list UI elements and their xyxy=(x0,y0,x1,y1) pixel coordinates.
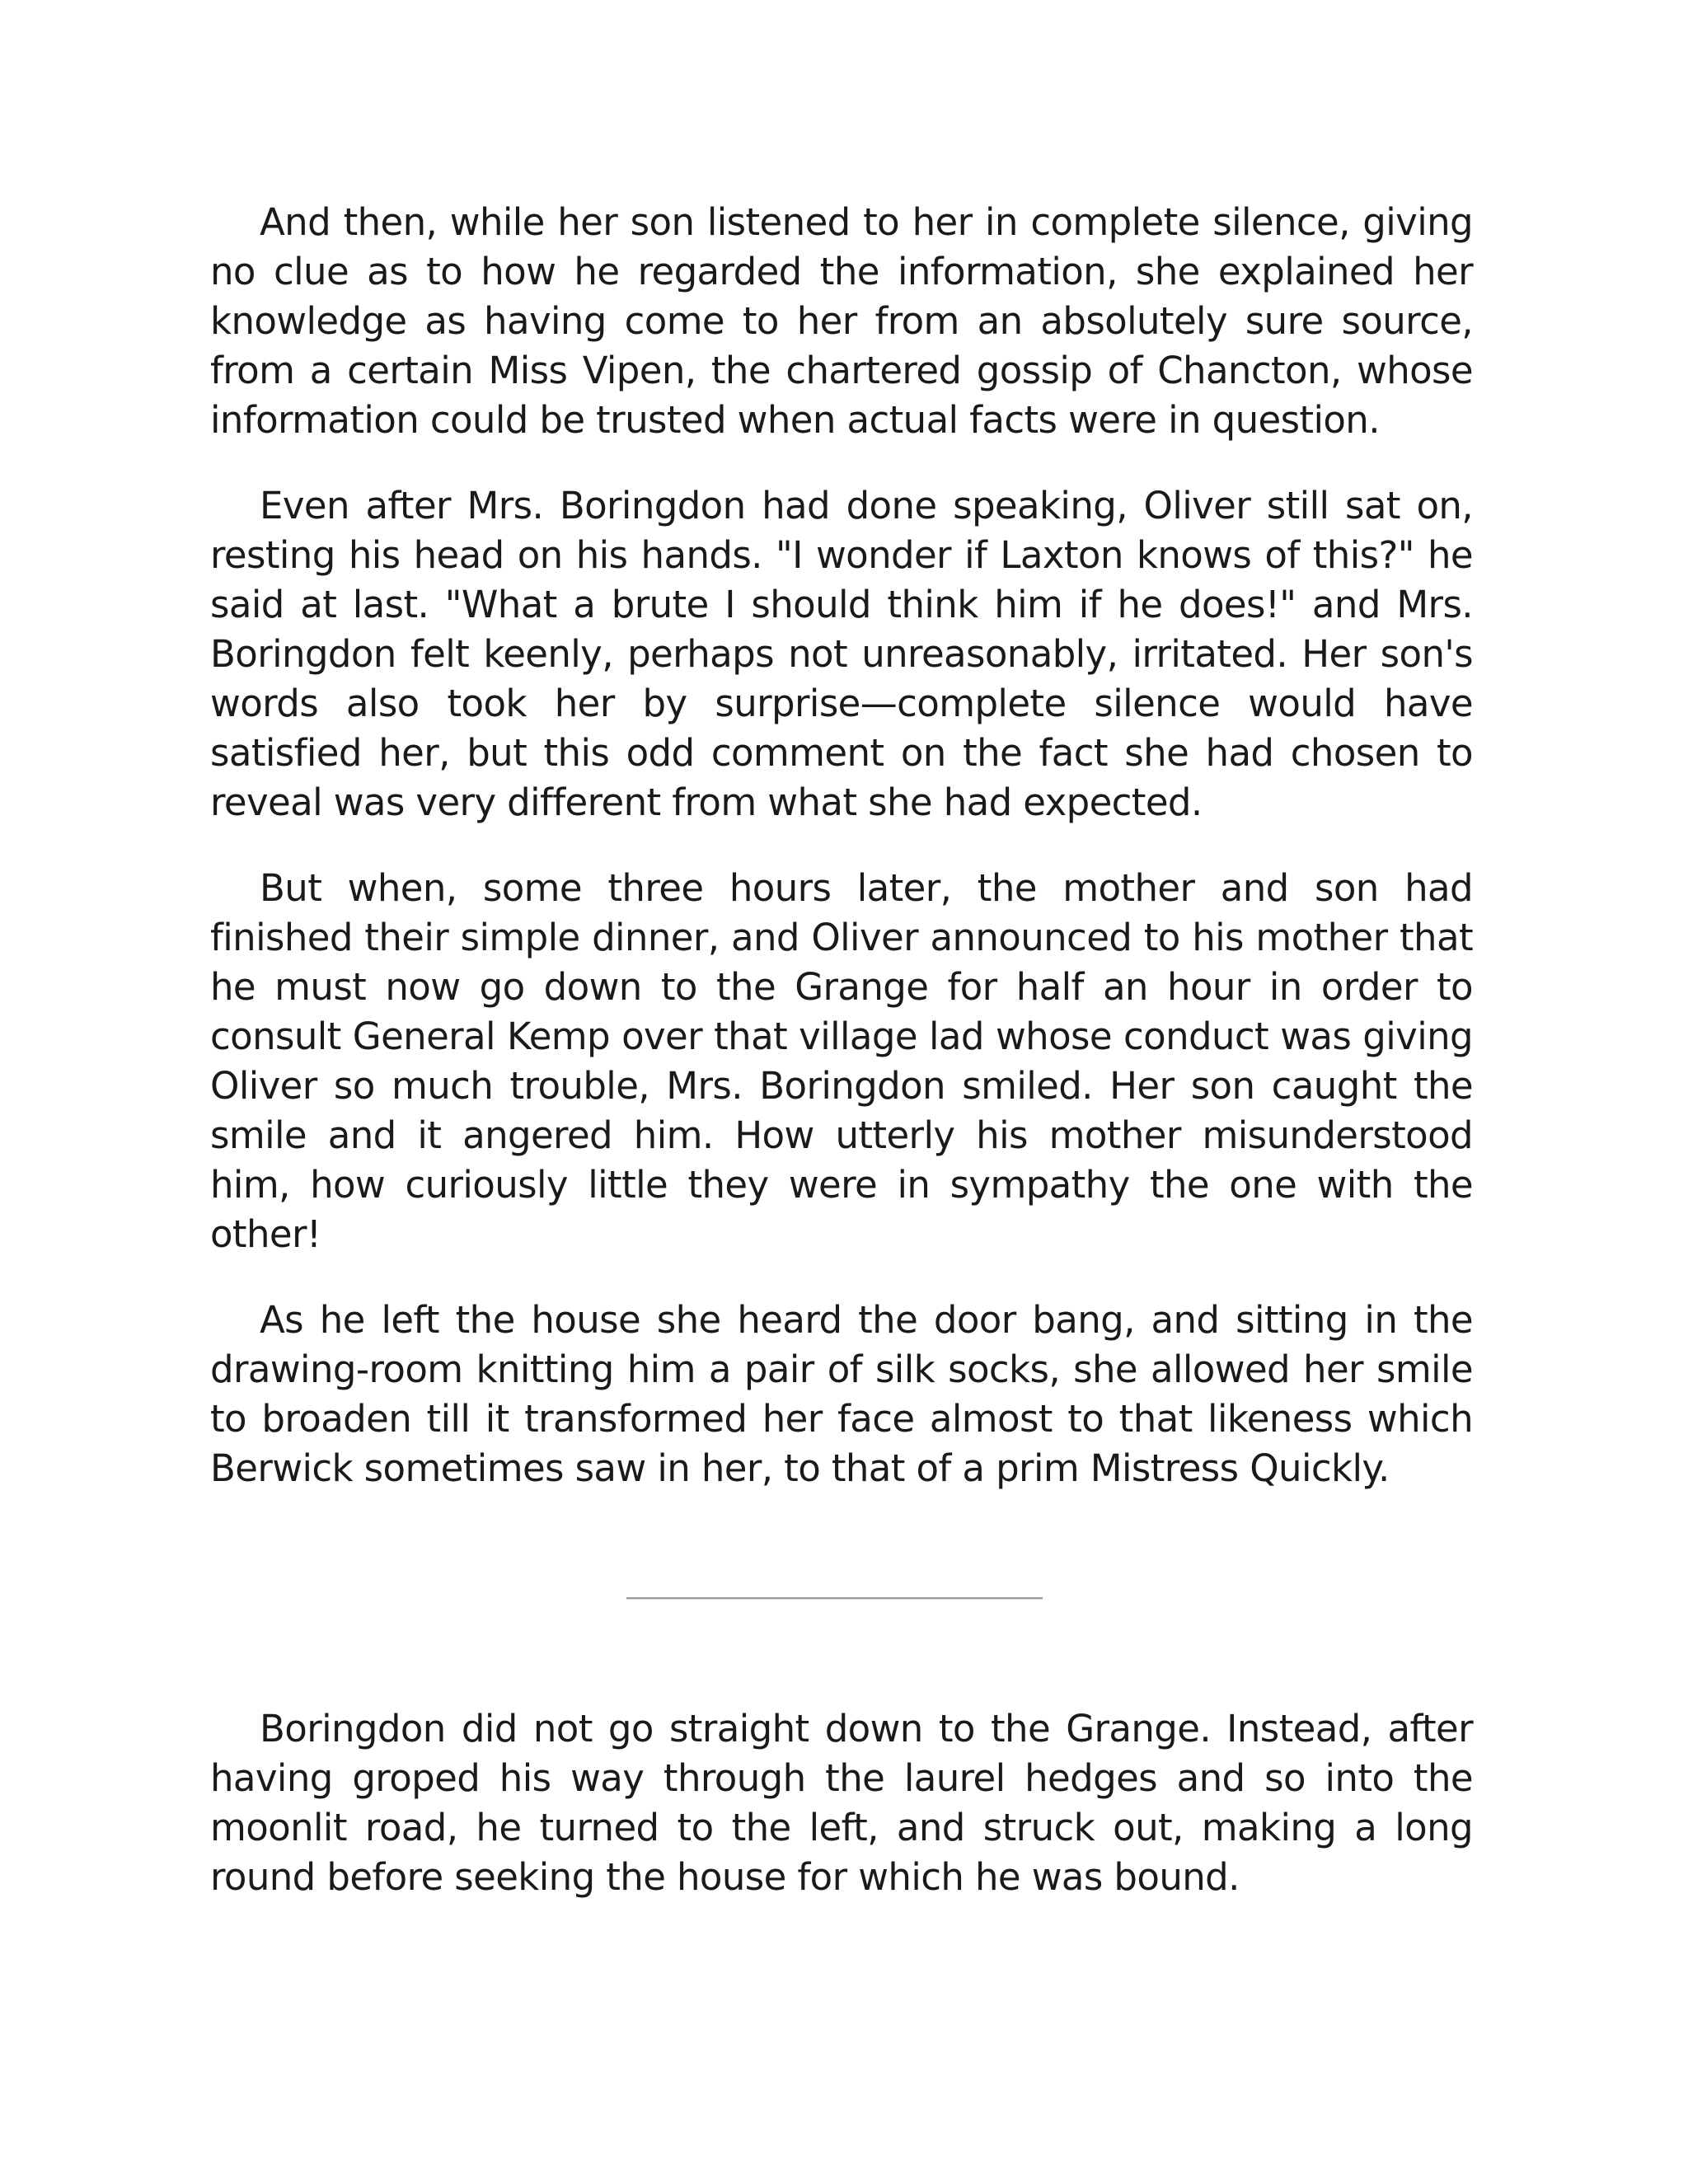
document-page-continued xyxy=(210,1704,1473,1902)
paragraph-spacer xyxy=(210,445,1473,481)
document-page xyxy=(210,198,1473,1493)
paragraph-3: But when, some three hours later, the mother and son had finished their simple dinner, and Oliver announced to his mother that he must now go down to the Grange for half an hour in order to consult General Kemp over that village lad whose conduct was giving Oliver so much trouble, Mrs. Boringdon smiled. Her son caught the smile and it angered him. How utterly his mother misunderstood him, how curiously little they were in sympathy the one with the other! xyxy=(210,866,1473,1256)
paragraph-5: Boringdon did not go straight down to the Grange. Instead, after having groped his way through the laurel hedges and so into the moonlit road, he turned to the left, and struck out, making a long round before seeking the house for which he was bound. xyxy=(210,1707,1473,1899)
paragraph-spacer xyxy=(210,827,1473,864)
paragraph-1: And then, while her son listened to her in complete silence, giving no clue as to how he regarded the information, she explained her knowledge as having come to her from an absolutely sure source, from a certain Miss Vipen, the chartered gossip of Chancton, whose information could be trusted when actual facts were in question. xyxy=(210,200,1473,442)
section-divider xyxy=(626,1597,1043,1600)
paragraph-4: As he left the house she heard the door bang, and sitting in the drawing-room knitting him a pair of silk socks, she allowed her smile to broaden till it transformed her face almost to that likeness which Berwick sometimes saw in her, to that of a prim Mistress Quickly. xyxy=(210,1298,1473,1490)
paragraph-2: Even after Mrs. Boringdon had done speaking, Oliver still sat on, resting his head on his hands. "I wonder if Laxton knows of this?" he said at last. "What a brute I should think him if he does!" and Mrs. Boringdon felt keenly, perhaps not unreasonably, irritated. Her son's words also took her by surprise—complete silence would have satisfied her, but this odd comment on the fact she had chosen to reveal was very different from what she had expected. xyxy=(210,484,1473,824)
paragraph-spacer xyxy=(210,1259,1473,1296)
